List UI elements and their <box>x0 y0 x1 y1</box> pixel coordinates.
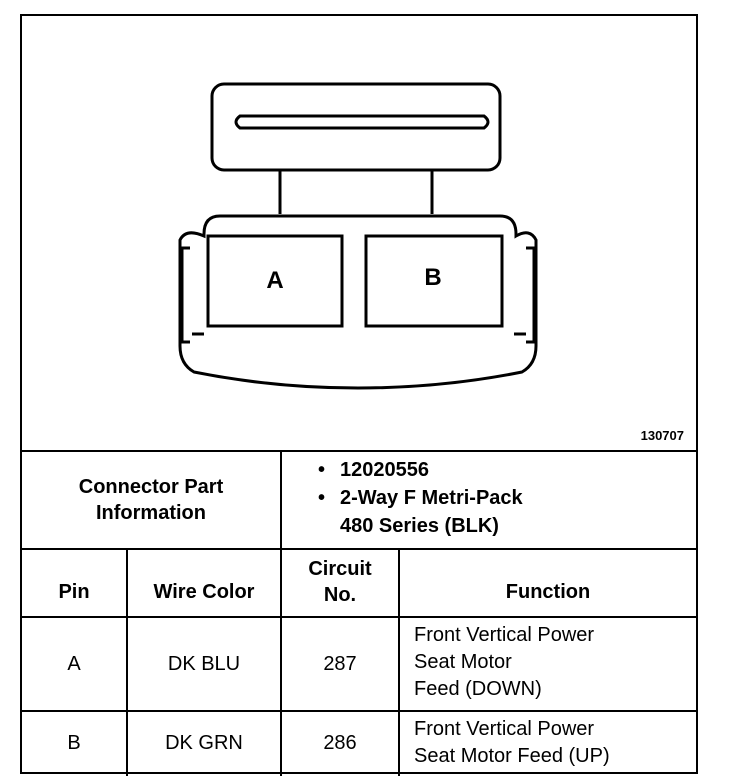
function-line: Feed (DOWN) <box>414 678 542 700</box>
connector-diagram <box>22 16 696 450</box>
table-row-b-wire-color: DK GRN <box>165 732 243 754</box>
header-circuit-line2: No. <box>323 584 357 606</box>
header-wire-color: Wire Color <box>153 581 255 603</box>
connector-info-label <box>22 452 280 548</box>
connector-description-line1: 2-Way F Metri-Pack <box>340 487 523 509</box>
figure-number: 130707 <box>640 428 684 443</box>
table-row-a-wire-color: DK BLU <box>167 653 241 675</box>
function-line: Front Vertical Power <box>414 624 595 646</box>
part-number: 12020556 <box>340 459 429 481</box>
connector-details <box>318 456 523 540</box>
connector-info-label-line1: Connector Part <box>78 476 224 498</box>
pin-label-a: A <box>266 267 284 294</box>
pin-label-b: B <box>424 264 442 291</box>
bullet-icon: • <box>318 487 326 509</box>
connector-info-label-line2: Information <box>96 502 206 524</box>
bullet-icon: • <box>318 459 326 481</box>
header-function: Function <box>505 581 591 603</box>
table-row-a-pin: A <box>67 653 81 675</box>
table-row-b-pin: B <box>67 732 81 754</box>
divider <box>280 450 282 548</box>
latch-slot <box>236 116 488 128</box>
header-circuit <box>282 552 398 612</box>
table-row-a-function <box>414 622 594 703</box>
divider <box>22 548 696 550</box>
table-row-a-circuit: 287 <box>323 653 357 675</box>
connector-description-line2: 480 Series (BLK) <box>340 515 499 537</box>
table-row-b-circuit: 286 <box>323 732 357 754</box>
function-line: Seat Motor Feed (UP) <box>414 745 610 767</box>
connector-housing <box>180 216 536 388</box>
header-pin: Pin <box>58 581 90 603</box>
connector-sheet <box>20 14 698 774</box>
function-line: Front Vertical Power <box>414 718 595 740</box>
header-circuit-line1: Circuit <box>308 558 372 580</box>
table-row-b-function <box>414 716 610 770</box>
function-line: Seat Motor <box>414 651 512 673</box>
